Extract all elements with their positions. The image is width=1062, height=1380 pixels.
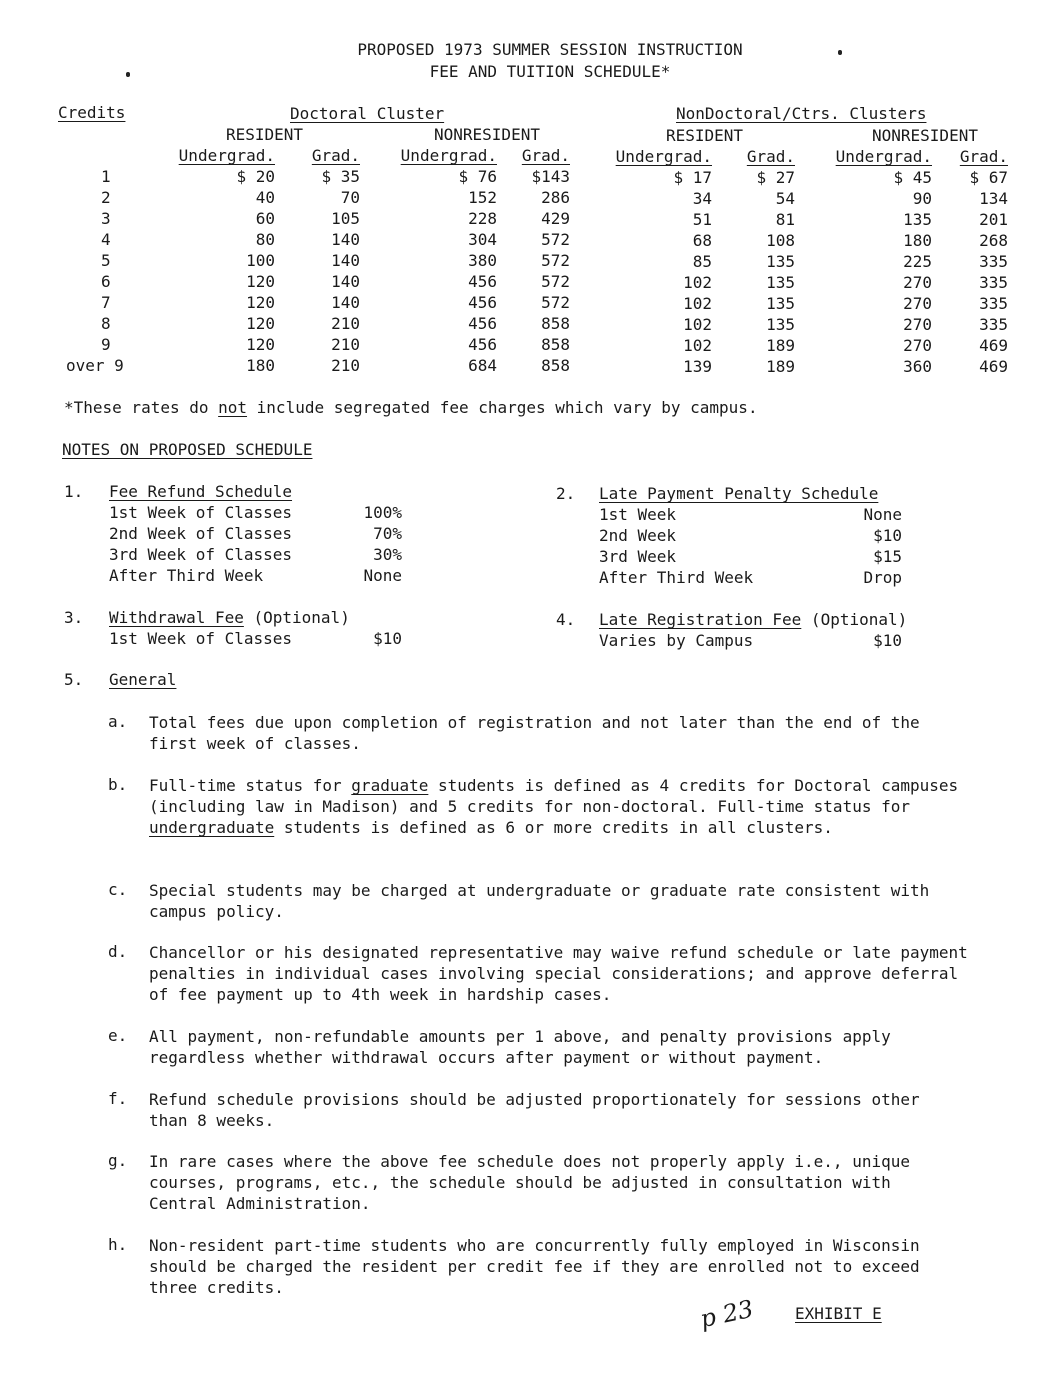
general-title: General [109, 670, 177, 689]
fee-cell: 40 [255, 188, 275, 207]
fee-cell: 228 [468, 209, 497, 228]
schedule-item-value: None [363, 566, 402, 585]
note4-suffix: (Optional) [801, 610, 908, 629]
scan-speck [126, 72, 130, 77]
footnote-text-end: include segregated fee charges which vary by campus. [247, 398, 758, 417]
fee-cell: 225 [903, 252, 932, 271]
fee-cell: 572 [541, 230, 570, 249]
fee-cell: 456 [468, 293, 497, 312]
fee-cell: $ 67 [969, 168, 1008, 187]
footnote-emphasis: not [218, 398, 248, 417]
fee-cell: 210 [331, 314, 360, 333]
fee-cell: 85 [692, 252, 712, 271]
note4-heading [599, 610, 907, 629]
fee-cell: 210 [331, 335, 360, 354]
fee-cell: 684 [468, 356, 497, 375]
schedule-item-value: $15 [873, 547, 902, 566]
fee-cell: 456 [468, 335, 497, 354]
fee-cell: 572 [541, 251, 570, 270]
fee-cell: 140 [331, 251, 360, 270]
schedule-item-label: 1st Week of Classes [109, 503, 293, 522]
fee-cell: 469 [979, 357, 1008, 376]
general-b-text [149, 775, 969, 838]
fee-cell: 152 [468, 188, 497, 207]
general-b-part2: students is defined as 4 credits for Doctoral campuses (including law in Madison) and 5 credits for non-doctoral. Full-time status for [149, 776, 959, 816]
fee-cell: 380 [468, 251, 497, 270]
fee-cell: $ 20 [236, 167, 275, 186]
schedule-item-label: 2nd Week of Classes [109, 524, 293, 543]
note4-title: Late Registration Fee [599, 610, 802, 629]
fee-cell: 135 [766, 273, 795, 292]
note1-title: Fee Refund Schedule [109, 482, 293, 501]
fee-cell: 120 [246, 335, 275, 354]
general-h-letter: h. [108, 1235, 128, 1254]
nondoctoral-resident-header: RESIDENT [666, 126, 744, 145]
credits-header: Credits [58, 103, 126, 122]
general-b-letter: b. [108, 775, 128, 794]
credits-cell: over 9 [66, 356, 124, 375]
fee-cell: 102 [683, 336, 712, 355]
note3-value: $10 [373, 629, 402, 648]
note3-title: Withdrawal Fee [109, 608, 244, 627]
credits-cell: 9 [101, 335, 111, 354]
fee-cell: 140 [331, 272, 360, 291]
column-header-grad: Grad. [521, 146, 570, 165]
general-b-part1: Full-time status for [149, 776, 352, 795]
note3-label: 1st Week of Classes [109, 629, 293, 648]
note3-heading [109, 608, 350, 627]
fee-cell: 80 [255, 230, 275, 249]
fee-cell: 858 [541, 335, 570, 354]
doctoral-cluster-header: Doctoral Cluster [290, 104, 445, 123]
note4-label: Varies by Campus [599, 631, 754, 650]
fee-cell: 189 [766, 336, 795, 355]
note4-number: 4. [556, 610, 576, 629]
column-header-grad: Grad. [959, 147, 1008, 166]
fee-cell: 81 [775, 210, 795, 229]
fee-cell: 572 [541, 293, 570, 312]
fee-cell: 120 [246, 314, 275, 333]
credits-cell: 6 [101, 272, 111, 291]
fee-cell: 210 [331, 356, 360, 375]
fee-cell: 102 [683, 273, 712, 292]
fee-cell: 270 [903, 294, 932, 313]
general-f-text: Refund schedule provisions should be adjusted proportionately for sessions other than 8 weeks. [149, 1090, 920, 1130]
fee-cell: 54 [775, 189, 795, 208]
fee-cell: $ 76 [458, 167, 497, 186]
fee-cell: 456 [468, 272, 497, 291]
schedule-item-label: 1st Week [599, 505, 677, 524]
note2-number: 2. [556, 484, 576, 503]
handwritten-page-number: p 23 [697, 1294, 756, 1334]
fee-cell: 90 [912, 189, 932, 208]
schedule-item-value: Drop [863, 568, 902, 587]
fee-cell: 60 [255, 209, 275, 228]
fee-cell: $ 17 [673, 168, 712, 187]
fee-cell: 201 [979, 210, 1008, 229]
scan-speck [838, 50, 842, 55]
fee-cell: 456 [468, 314, 497, 333]
general-a-text: Total fees due upon completion of registration and not later than the end of the first week of classes. [149, 713, 920, 753]
general-c-text: Special students may be charged at undergraduate or graduate rate consistent with campus policy. [149, 881, 930, 921]
note1-number: 1. [64, 482, 84, 501]
schedule-item-label: 3rd Week of Classes [109, 545, 293, 564]
fee-cell: 34 [692, 189, 712, 208]
schedule-item-value: None [863, 505, 902, 524]
general-a-letter: a. [108, 712, 128, 731]
fee-cell: 858 [541, 356, 570, 375]
note2-title: Late Payment Penalty Schedule [599, 484, 879, 503]
general-e-letter: e. [108, 1026, 128, 1045]
schedule-item-label: After Third Week [599, 568, 754, 587]
fee-cell: 139 [683, 357, 712, 376]
fee-cell: 270 [903, 273, 932, 292]
credits-cell: 1 [101, 167, 111, 186]
fee-cell: 68 [692, 231, 712, 250]
note3-suffix: (Optional) [243, 608, 350, 627]
fee-cell: $ 45 [893, 168, 932, 187]
note3-number: 3. [64, 608, 84, 627]
fee-cell: 105 [331, 209, 360, 228]
fee-cell: 102 [683, 315, 712, 334]
credits-cell: 8 [101, 314, 111, 333]
fee-cell: 108 [766, 231, 795, 250]
schedule-item-label: 2nd Week [599, 526, 677, 545]
fee-cell: 360 [903, 357, 932, 376]
fee-cell: $143 [531, 167, 570, 186]
schedule-item-value: 70% [373, 524, 402, 543]
fee-cell: 134 [979, 189, 1008, 208]
fee-cell: 51 [692, 210, 712, 229]
fee-cell: 135 [903, 210, 932, 229]
fee-cell: 335 [979, 315, 1008, 334]
credits-cell: 7 [101, 293, 111, 312]
general-b-undergraduate: undergraduate [149, 818, 275, 837]
general-g-letter: g. [108, 1151, 128, 1170]
column-header-undergrad: Undergrad. [615, 147, 712, 166]
fee-cell: 270 [903, 315, 932, 334]
fee-cell: 140 [331, 293, 360, 312]
general-e-text: All payment, non-refundable amounts per 1 above, and penalty provisions apply regardless whether withdrawal occurs after payment or without payment. [149, 1027, 891, 1067]
schedule-item-label: After Third Week [109, 566, 264, 585]
credits-cell: 4 [101, 230, 111, 249]
fee-cell: 429 [541, 209, 570, 228]
fee-cell: $ 35 [321, 167, 360, 186]
fee-cell: 135 [766, 315, 795, 334]
fee-cell: 180 [246, 356, 275, 375]
fee-cell: 135 [766, 294, 795, 313]
credits-cell: 2 [101, 188, 111, 207]
schedule-item-value: 100% [363, 503, 402, 522]
fee-cell: 286 [541, 188, 570, 207]
doctoral-resident-header: RESIDENT [226, 125, 304, 144]
fee-cell: 270 [903, 336, 932, 355]
nondoctoral-cluster-header: NonDoctoral/Ctrs. Clusters [676, 104, 927, 123]
fee-cell: 189 [766, 357, 795, 376]
notes-heading: NOTES ON PROPOSED SCHEDULE [62, 440, 313, 459]
fee-cell: 180 [903, 231, 932, 250]
credits-cell: 3 [101, 209, 111, 228]
fee-cell: 100 [246, 251, 275, 270]
fee-cell: 335 [979, 294, 1008, 313]
footnote-text: *These rates do [64, 398, 219, 417]
column-header-grad: Grad. [311, 146, 360, 165]
fee-cell: 335 [979, 252, 1008, 271]
fee-cell: 335 [979, 273, 1008, 292]
column-header-undergrad: Undergrad. [178, 146, 275, 165]
schedule-item-value: 30% [373, 545, 402, 564]
document-title-line2: FEE AND TUITION SCHEDULE* [429, 62, 671, 81]
fee-cell: 268 [979, 231, 1008, 250]
note4-value: $10 [873, 631, 902, 650]
general-b-graduate: graduate [351, 776, 429, 795]
column-header-undergrad: Undergrad. [400, 146, 497, 165]
general-b-part3: students is defined as 6 or more credits in all clusters. [274, 818, 833, 837]
general-d-text: Chancellor or his designated representative may waive refund schedule or late payment penalties in individual cases involving special considerations; and approve deferral of fee payment up to 4th week in hardship cases. [149, 943, 968, 1004]
general-number: 5. [64, 670, 84, 689]
footnote [64, 398, 758, 417]
schedule-item-label: 3rd Week [599, 547, 677, 566]
fee-cell: 120 [246, 293, 275, 312]
schedule-item-value: $10 [873, 526, 902, 545]
credits-cell: 5 [101, 251, 111, 270]
doctoral-nonresident-header: NONRESIDENT [434, 125, 540, 144]
column-header-grad: Grad. [746, 147, 795, 166]
column-header-undergrad: Undergrad. [835, 147, 932, 166]
document-title-line1: PROPOSED 1973 SUMMER SESSION INSTRUCTION [357, 40, 743, 59]
fee-cell: 70 [340, 188, 360, 207]
fee-cell: 304 [468, 230, 497, 249]
fee-cell: 858 [541, 314, 570, 333]
fee-cell: 135 [766, 252, 795, 271]
fee-cell: $ 27 [756, 168, 795, 187]
general-h-text: Non-resident part-time students who are concurrently fully employed in Wisconsin should be charged the resident per credit fee if they are enrolled not to exceed three credits. [149, 1236, 920, 1297]
fee-cell: 120 [246, 272, 275, 291]
fee-cell: 140 [331, 230, 360, 249]
fee-cell: 572 [541, 272, 570, 291]
general-d-letter: d. [108, 942, 128, 961]
fee-cell: 469 [979, 336, 1008, 355]
exhibit-label: EXHIBIT E [795, 1304, 882, 1323]
nondoctoral-nonresident-header: NONRESIDENT [872, 126, 978, 145]
general-c-letter: c. [108, 880, 128, 899]
general-f-letter: f. [108, 1089, 128, 1108]
fee-cell: 102 [683, 294, 712, 313]
general-g-text: In rare cases where the above fee schedule does not properly apply i.e., unique courses, programs, etc., the schedule should be adjusted in consultation with Central Administration. [149, 1152, 910, 1213]
